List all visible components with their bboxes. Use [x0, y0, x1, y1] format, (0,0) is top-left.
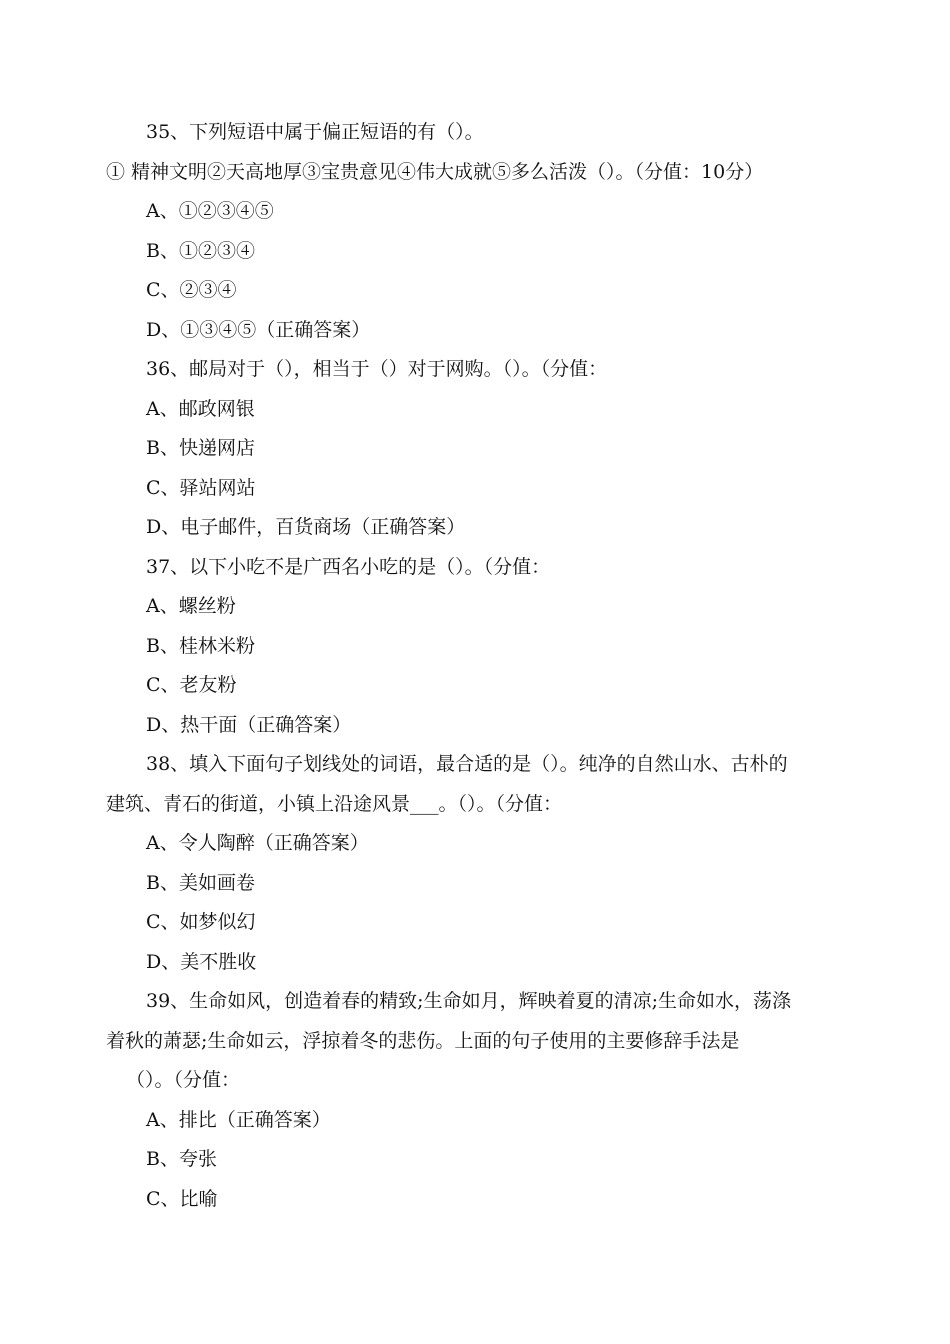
question-37-option-b: B、桂林米粉 — [146, 635, 255, 657]
question-38-option-c: C、如梦似幻 — [146, 911, 256, 933]
question-36-option-c: C、驿站网站 — [146, 477, 256, 499]
question-35-option-d: D、①③④⑤（正确答案） — [146, 319, 371, 341]
question-35-option-b: B、①②③④ — [146, 240, 255, 262]
question-38-option-d: D、美不胜收 — [146, 951, 257, 973]
question-39-option-b: B、夸张 — [146, 1148, 217, 1170]
question-36-option-a: A、邮政网银 — [146, 398, 255, 420]
question-38-stem: 38、填入下面句子划线处的词语，最合适的是（）。纯净的自然山水、古朴的 — [146, 753, 788, 775]
question-35-stem: 35、下列短语中属于偏正短语的有（）。 — [146, 121, 484, 143]
question-39-option-a: A、排比（正确答案） — [146, 1109, 331, 1131]
question-39-stem: 39、生命如风，创造着春的精致;生命如月，辉映着夏的清凉;生命如水，荡涤 — [146, 990, 791, 1012]
question-37-stem: 37、以下小吃不是广西名小吃的是（）。（分值： — [146, 556, 551, 578]
question-38-option-b: B、美如画卷 — [146, 872, 255, 894]
question-38-option-a: A、令人陶醉（正确答案） — [146, 832, 369, 854]
question-36-option-d: D、电子邮件，百货商场（正确答案） — [146, 516, 466, 538]
question-38-stem-line2: 建筑、青石的街道，小镇上沿途风景___。（）。（分值： — [106, 793, 563, 815]
question-37-option-c: C、老友粉 — [146, 674, 237, 696]
question-36-option-b: B、快递网店 — [146, 437, 255, 459]
question-35-option-a: A、①②③④⑤ — [146, 200, 274, 222]
question-39-option-c: C、比喻 — [146, 1188, 218, 1210]
question-39-stem-line3: （）。（分值： — [126, 1069, 241, 1091]
question-37-option-a: A、螺丝粉 — [146, 595, 236, 617]
question-37-option-d: D、热干面（正确答案） — [146, 714, 352, 736]
question-35-stem-line2: ① 精神文明②天高地厚③宝贵意见④伟大成就⑤多么活泼（）。（分值：10分） — [106, 161, 764, 183]
question-39-stem-line2: 着秋的萧瑟;生命如云，浮掠着冬的悲伤。上面的句子使用的主要修辞手法是 — [106, 1030, 740, 1052]
question-36-stem: 36、邮局对于（），相当于（）对于网购。（）。（分值： — [146, 358, 608, 380]
question-35-option-c: C、②③④ — [146, 279, 237, 301]
